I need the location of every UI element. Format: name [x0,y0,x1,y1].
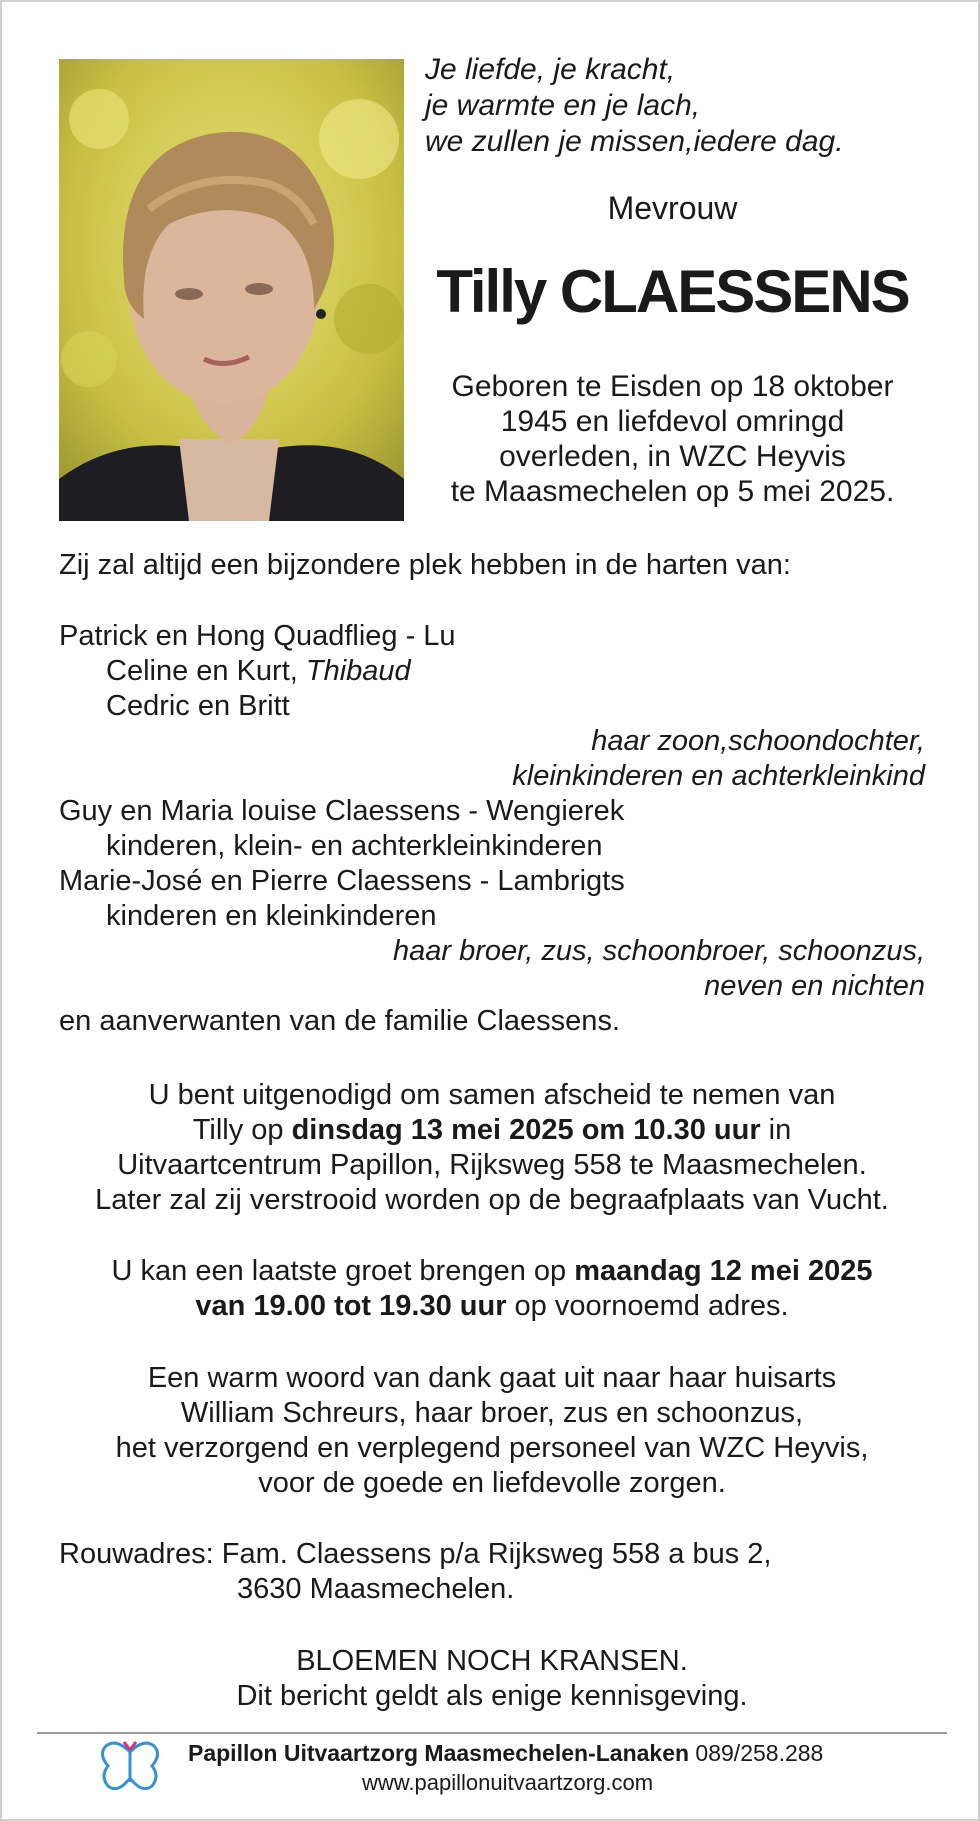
closing-line: Dit bericht geldt als enige kennisgeving. [236,1680,748,1712]
family-line [59,654,925,689]
family-line: Patrick en Hong Quadflieg - Lu [59,620,456,652]
visit-line [42,1254,942,1289]
ceremony-info [42,1078,942,1218]
deceased-name: Tilly CLAESSENS [436,258,909,325]
thanks-line: voor de goede en liefdevolle zorgen. [258,1467,726,1499]
family-relation: kleinkinderen en achterkleinkind [512,760,925,792]
thanks-line: William Schreurs, haar broer, zus en schoonzus, [180,1397,804,1429]
ceremony-date: dinsdag 13 mei 2025 om 10.30 uur [291,1114,761,1146]
poem [425,52,945,160]
visit-text: U kan een laatste groet brengen op [111,1255,575,1287]
ceremony-line: U bent uitgenodigd om samen afscheid te nemen van [148,1079,836,1111]
address-line: 3630 Maasmechelen. [237,1573,515,1605]
mourning-address [59,1537,771,1607]
footer-divider [37,1732,947,1734]
ceremony-line [42,1113,942,1148]
family-line: kinderen, klein- en achterkleinkinderen [106,830,603,862]
visit-date: maandag 12 mei 2025 [574,1255,873,1287]
portrait-illustration [59,59,404,521]
salutation: Mevrouw [607,190,738,226]
thanks-line: het verzorgend en verplegend personeel van WZC Heyvis, [115,1432,869,1464]
birth-line: te Maasmechelen op 5 mei 2025. [450,475,895,508]
poem-line: we zullen je missen,iedere dag. [425,125,844,158]
thanks-text [42,1361,942,1501]
visit-time: van 19.00 tot 19.30 uur [195,1290,507,1322]
family-list [59,619,925,1039]
birth-line: Geboren te Eisden op 18 oktober [451,370,894,403]
visit-line [42,1289,942,1324]
family-name-italic: Thibaud [305,655,411,687]
closing-line: BLOEMEN NOCH KRANSEN. [296,1645,688,1677]
visitation-info [42,1254,942,1324]
birth-line: 1945 en liefdevol omringd [500,405,845,438]
ceremony-line: Later zal zij verstrooid worden op de begraafplaats van Vucht. [95,1184,889,1216]
closing-text [42,1644,942,1714]
birth-line: overleden, in WZC Heyvis [499,440,846,473]
visit-text: op voornoemd adres. [506,1290,789,1322]
birth-death-info [425,369,920,509]
butterfly-logo-icon [96,1738,164,1796]
ceremony-text: Tilly op [192,1114,292,1146]
thanks-line: Een warm woord van dank gaat uit naar haar huisarts [147,1362,837,1394]
poem-line: je warmte en je lach, [425,89,701,122]
funeral-home-website[interactable]: www.papillonuitvaartzorg.com [362,1770,654,1795]
family-relation: haar broer, zus, schoonbroer, schoonzus, [393,935,925,967]
portrait-photo [59,59,404,521]
intro-text: Zij zal altijd een bijzondere plek hebben in de harten van: [59,549,791,581]
ceremony-text: in [760,1114,792,1146]
funeral-home-name: Papillon Uitvaartzorg Maasmechelen-Lanaken [188,1740,690,1766]
family-line: kinderen en kleinkinderen [106,900,437,932]
family-line: Marie-José en Pierre Claessens - Lambrigts [59,865,625,897]
family-relation: haar zoon,schoondochter, [591,725,925,757]
family-names: Celine en Kurt, [106,655,306,687]
family-line: Guy en Maria louise Claessens - Wengierek [59,795,625,827]
funeral-home-phone: 089/258.288 [689,1740,824,1766]
family-relation: neven en nichten [704,970,925,1002]
ceremony-line: Uitvaartcentrum Papillon, Rijksweg 558 te Maasmechelen. [117,1149,867,1181]
poem-line: Je liefde, je kracht, [425,53,676,86]
address-line: Rouwadres: Fam. Claessens p/a Rijksweg 558 a bus 2, [59,1538,772,1570]
family-line: Cedric en Britt [106,690,290,722]
family-line: en aanverwanten van de familie Claessens. [59,1005,620,1037]
funeral-home [188,1740,823,1767]
